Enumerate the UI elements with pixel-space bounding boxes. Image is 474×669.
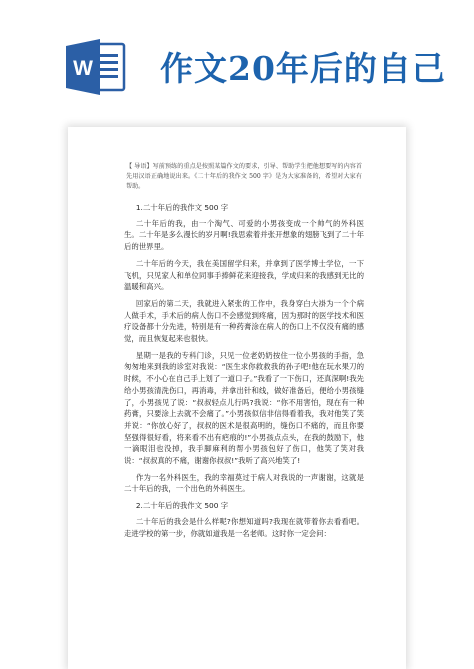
- page-header: [0, 0, 474, 100]
- word-icon-letter: W: [73, 57, 93, 80]
- body-paragraph: 二十年后的今天，我在美国留学归来，并拿到了医学博士学位，一下飞机，只见家人和单位同事手捧鲜花来迎接我，学成归来的我感到无比的温暖和高兴。: [124, 258, 364, 292]
- page-title: 作文20年后的自己: [160, 49, 446, 88]
- document-guide: 【 导语】写前预练的重点是按照某篇作文的要求，引导、帮助学生把他想要写的内容首先用汉语正确地说出来。《二十年后的我作文 500 字》是为大家准备的，希望对大家有帮助。: [126, 163, 362, 190]
- word-document-icon: [64, 34, 130, 100]
- section-heading-2: 2.二十年后的我作文 500 字: [135, 501, 229, 511]
- body-paragraph: 二十年后的我，由一个淘气、可爱的小男孩变成一个帅气的外科医生。二十年是多么漫长的岁月啊!我思索着并张开想象的翅膀飞到了二十年后的世界里。: [124, 218, 364, 252]
- body-paragraph: 星期一是我的专科门诊，只见一位老奶奶按住一位小男孩的手指，急匆匆地来到我的诊室对我说：“医生求你救救我的孙子吧!他在玩水果刀的时候，不小心在自己手上划了一道口子。”我看了一下伤口，还真深啊!我先给小男孩清洗伤口，再消毒，并拿出针和线，做好准备后，便给小男孩缝了，小男孩见了说：“叔叔轻点儿行吗?我说：“你不用害怕，现在有一种药膏，只要涂上去就不会痛了。”小男孩似信非信得看着我，我对他笑了笑并说：“你放心好了，叔叔的医术是很高明的，缝伤口不痛的，而且你要坚强得很好看，将来看不出有疤痕的!”小男孩点点头，在我的鼓励下，他一滴眼泪也没掉，我手脚麻利的帮小男孩包好了伤口，他笑了笑对我说：“叔叔真的不痛，谢谢你叔叔!”我听了高兴地笑了!: [124, 350, 364, 466]
- body-paragraph: 二十年后的我会是什么样呢?你想知道吗?我现在就带着你去看看吧。走进学校的第一步，你就如道我是一名老师。这时你一定会问：: [124, 516, 364, 538]
- body-paragraph: 作为一名外科医生，我的幸福莫过于病人对我说的一声谢谢，这就是二十年后的我，一个出色的外科医生。: [124, 472, 364, 494]
- body-paragraph: 回家后的第二天，我就进入紧张的工作中，我身穿白大褂为一个个病人做手术，手术后的病人伤口不会感觉到疼痛，因为那时的医学技术和医疗设备都十分先进，特别是有一种药膏涂在病人的伤口上不仅没有痛的感觉，而且恢复起来也很快。: [124, 298, 364, 344]
- section-heading-1: 1.二十年后的我作文 500 字: [135, 203, 229, 212]
- document-page: [68, 127, 406, 669]
- document-body: [124, 202, 364, 544]
